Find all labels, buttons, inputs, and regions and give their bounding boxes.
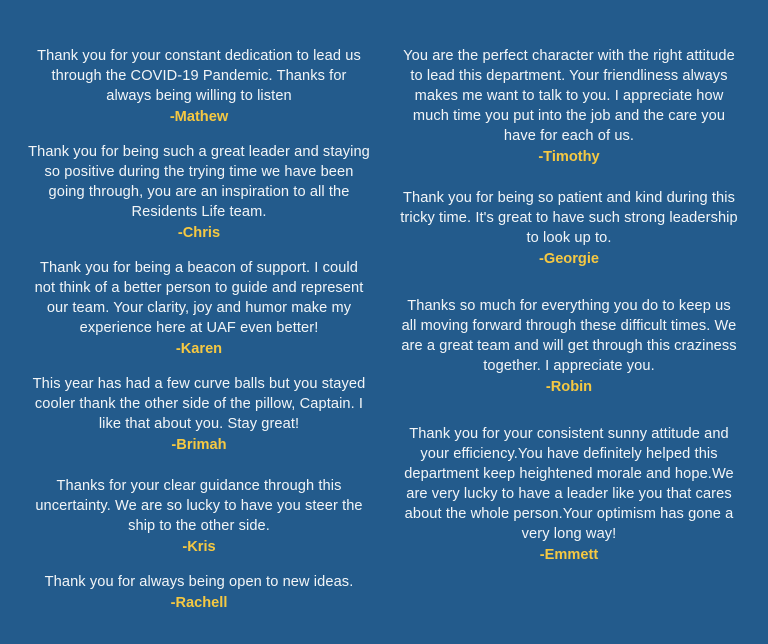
note-card — [28, 258, 370, 360]
note-author: -Timothy — [538, 149, 600, 165]
note-author: -Karen — [175, 341, 223, 357]
right-column — [384, 46, 740, 580]
note-text: Thanks so much for everything you do to keep us all moving forward through these difficult times. We are a great team and will get through this craziness together. I appreciate you. — [401, 298, 737, 374]
note-card — [28, 46, 370, 128]
note-text: This year has had a few curve balls but you stayed cooler thank the other side of the pillow, Captain. I like that about you. Stay great! — [32, 376, 366, 432]
note-author: -Robin — [545, 379, 593, 395]
spacer — [398, 412, 740, 424]
note-author: -Rachell — [170, 595, 228, 611]
spacer — [398, 284, 740, 296]
note-card — [398, 296, 740, 398]
note-author: -Kris — [182, 539, 216, 555]
note-text: Thank you for always being open to new ideas. — [44, 574, 354, 590]
note-author: -Emmett — [539, 547, 599, 563]
left-column — [28, 46, 384, 628]
note-author: -Brimah — [171, 437, 227, 453]
note-text: Thank you for being such a great leader and staying so positive during the trying time we have been going through, you are an inspiration to all the Residents Life team. — [28, 144, 370, 220]
note-author: -Georgie — [538, 251, 599, 267]
note-card — [28, 142, 370, 244]
note-text: Thank you for your constant dedication to lead us through the COVID-19 Pandemic. Thanks for always being willing to listen — [37, 48, 361, 104]
note-author: -Chris — [177, 225, 221, 241]
note-text: Thanks for your clear guidance through this uncertainty. We are so lucky to have you steer the ship to the other side. — [35, 478, 363, 534]
note-card — [398, 188, 740, 270]
note-text: Thank you for being so patient and kind during this tricky time. It's great to have such strong leadership to look up to. — [400, 190, 738, 246]
note-text: Thank you for your consistent sunny attitude and your efficiency.You have definitely helped this department keep heightened morale and hope.We are very lucky to have a leader like you that cares about the whole person.Your optimism has gone a very long way! — [404, 426, 734, 542]
note-text: You are the perfect character with the right attitude to lead this department. Your friendliness always makes me want to talk to you. I appreciate how much time you put into the job and the care you have for each of us. — [403, 48, 735, 144]
note-card — [28, 374, 370, 456]
note-text: Thank you for being a beacon of support. I could not think of a better person to guide and represent our team. Your clarity, joy and humor make my experience here at UAF even better! — [34, 260, 364, 336]
note-card — [28, 476, 370, 558]
note-card — [398, 424, 740, 566]
note-card — [398, 46, 740, 168]
note-author: -Mathew — [169, 109, 229, 125]
note-card — [28, 572, 370, 614]
